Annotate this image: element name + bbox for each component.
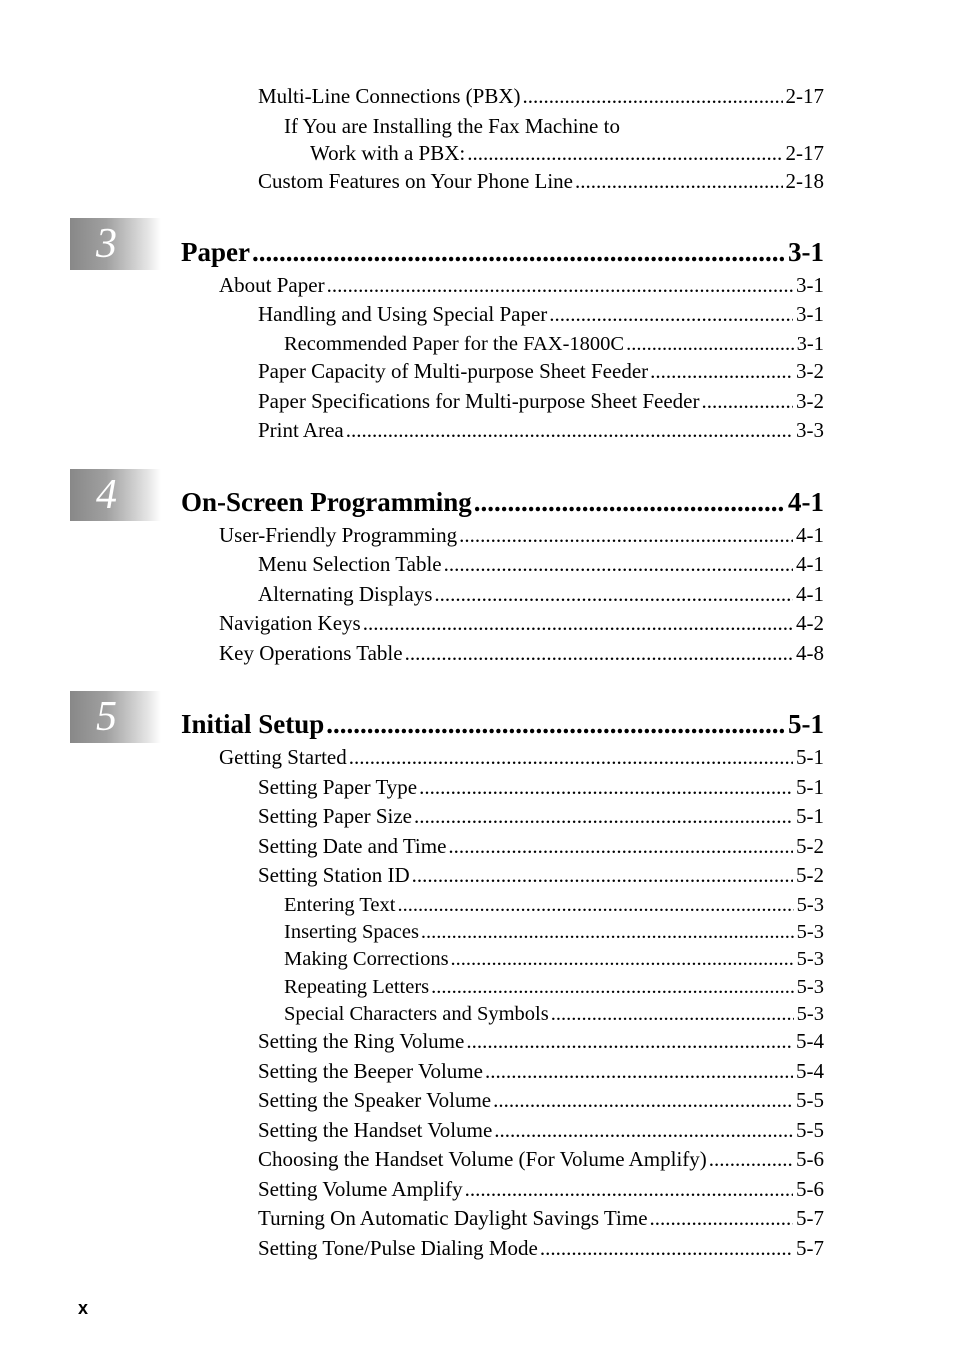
chapter-title: Paper: [181, 237, 250, 267]
toc-entry-page: 2-18: [785, 169, 824, 193]
toc-entry[interactable]: [284, 946, 824, 972]
dot-leader: [485, 1058, 793, 1084]
toc-entry-page: 4-1: [796, 523, 824, 547]
toc-entry-page: 5-3: [796, 894, 824, 916]
toc-entry-title: Paper Capacity of Multi-purpose Sheet Feeder: [258, 359, 649, 383]
chapter-title: Initial Setup: [181, 709, 325, 739]
dot-leader: [701, 388, 793, 414]
dot-leader: [397, 892, 793, 918]
toc-entry[interactable]: [284, 892, 824, 918]
toc-entry[interactable]: [310, 140, 824, 166]
toc-entry-title: Getting Started: [219, 745, 347, 769]
toc-entry-title: Entering Text: [284, 894, 396, 916]
toc-entry[interactable]: [258, 581, 824, 607]
toc-entry-title: Custom Features on Your Phone Line: [258, 169, 573, 193]
toc-entry-title: Key Operations Table: [219, 641, 403, 665]
toc-entry-title: Setting Paper Type: [258, 775, 418, 799]
toc-entry-page: 5-1: [796, 775, 824, 799]
toc-entry-page: 4-8: [796, 641, 824, 665]
toc-entry[interactable]: [258, 83, 824, 109]
toc-entry-title: About Paper: [219, 273, 325, 297]
toc-entry[interactable]: [258, 551, 824, 577]
dot-leader: [466, 1028, 793, 1054]
toc-entry-page: 5-4: [796, 1029, 824, 1053]
toc-entry[interactable]: [284, 974, 824, 1000]
toc-entry-page: 5-1: [796, 804, 824, 828]
dot-leader: [494, 1117, 793, 1143]
chapter-tab-3: [70, 218, 161, 270]
toc-entry-page: 5-7: [796, 1236, 824, 1260]
dot-leader: [434, 581, 793, 607]
toc-entry[interactable]: [258, 417, 824, 443]
dot-leader: [467, 140, 782, 166]
toc-entry-title: Repeating Letters: [284, 976, 430, 998]
toc-entry[interactable]: [258, 1058, 824, 1084]
toc-entry-title: Special Characters and Symbols: [284, 1003, 549, 1025]
toc-entry-page: 5-3: [796, 948, 824, 970]
dot-leader: [474, 486, 784, 518]
toc-entry-title: Recommended Paper for the FAX-1800C: [284, 333, 625, 355]
toc-entry-page: 4-1: [796, 552, 824, 576]
dot-leader: [412, 862, 793, 888]
dot-leader: [465, 1176, 793, 1202]
dot-leader: [522, 83, 782, 109]
chapter-tab-5: [70, 691, 161, 743]
toc-entry-title: User-Friendly Programming: [219, 523, 458, 547]
dot-leader: [405, 640, 793, 666]
chapter-tab-4: [70, 469, 161, 521]
toc-entry-page: 3-1: [796, 273, 824, 297]
toc-entry-title: Menu Selection Table: [258, 552, 442, 576]
toc-entry-page: 5-7: [796, 1206, 824, 1230]
toc-entry[interactable]: [258, 358, 824, 384]
dot-leader: [451, 946, 794, 972]
chapter-heading-paper[interactable]: [181, 236, 824, 268]
dot-leader: [419, 774, 793, 800]
toc-entry-page: 3-2: [796, 389, 824, 413]
toc-entry-title: Making Corrections: [284, 948, 449, 970]
toc-entry-page: 5-3: [796, 921, 824, 943]
toc-entry-title: Navigation Keys: [219, 611, 361, 635]
toc-entry[interactable]: [258, 833, 824, 859]
dot-leader: [540, 1235, 793, 1261]
dot-leader: [551, 1001, 794, 1027]
toc-entry-title: Setting Volume Amplify: [258, 1177, 463, 1201]
toc-entry-title: Setting Date and Time: [258, 834, 447, 858]
dot-leader: [346, 417, 793, 443]
toc-entry-page: 5-5: [796, 1088, 824, 1112]
toc-entry-page: 5-6: [796, 1177, 824, 1201]
toc-entry[interactable]: [258, 862, 824, 888]
toc-entry[interactable]: [258, 803, 824, 829]
dot-leader: [431, 974, 794, 1000]
toc-entry[interactable]: [258, 1146, 824, 1172]
toc-entry[interactable]: [258, 301, 824, 327]
toc-entry[interactable]: [219, 272, 824, 298]
toc-entry-title: Setting the Speaker Volume: [258, 1088, 492, 1112]
dot-leader: [650, 1205, 793, 1231]
dot-leader: [421, 919, 794, 945]
dot-leader: [459, 522, 793, 548]
toc-entry[interactable]: [284, 919, 824, 945]
toc-entry-title: Inserting Spaces: [284, 921, 419, 943]
toc-entry[interactable]: [219, 522, 824, 548]
toc-entry-title: Setting the Beeper Volume: [258, 1059, 483, 1083]
toc-entry[interactable]: [219, 744, 824, 770]
toc-entry-page: 5-2: [796, 834, 824, 858]
toc-entry-title: Setting Paper Size: [258, 804, 412, 828]
toc-entry[interactable]: [258, 388, 824, 414]
dot-leader: [349, 744, 793, 770]
dot-leader: [575, 168, 783, 194]
dot-leader: [626, 331, 794, 357]
page-number: x: [78, 1298, 89, 1318]
toc-entry-page: 5-4: [796, 1059, 824, 1083]
toc-entry-title: Turning On Automatic Daylight Savings Time: [258, 1206, 648, 1230]
toc-entry[interactable]: [258, 1176, 824, 1202]
toc-entry[interactable]: [258, 1117, 824, 1143]
dot-leader: [448, 833, 793, 859]
dot-leader: [709, 1146, 793, 1172]
chapter-page: 4-1: [788, 487, 824, 517]
toc-entry-title: Multi-Line Connections (PBX): [258, 84, 521, 108]
dot-leader: [327, 272, 793, 298]
chapter-page: 3-1: [788, 237, 824, 267]
dot-leader: [414, 803, 793, 829]
dot-leader: [363, 610, 793, 636]
toc-entry-page: 3-1: [796, 302, 824, 326]
toc-entry[interactable]: [258, 774, 824, 800]
toc-entry-page: 5-5: [796, 1118, 824, 1142]
toc-entry-page: 5-2: [796, 863, 824, 887]
toc-entry[interactable]: [219, 610, 824, 636]
toc-entry[interactable]: [258, 1087, 824, 1113]
toc-entry-page: 5-3: [796, 976, 824, 998]
toc-entry-title: Setting Station ID: [258, 863, 410, 887]
dot-leader: [444, 551, 793, 577]
toc-entry[interactable]: [258, 1028, 824, 1054]
toc-entry-page: 5-6: [796, 1147, 824, 1171]
toc-entry-page: 4-2: [796, 611, 824, 635]
toc-entry[interactable]: [258, 168, 824, 194]
toc-entry-title: Alternating Displays: [258, 582, 433, 606]
dot-leader: [252, 236, 784, 268]
toc-entry[interactable]: [219, 640, 824, 666]
toc-entry-title: Choosing the Handset Volume (For Volume Amplify): [258, 1147, 707, 1171]
chapter-title: On-Screen Programming: [181, 487, 472, 517]
toc-entry-title: Setting the Handset Volume: [258, 1118, 493, 1142]
toc-entry-page: 5-3: [796, 1003, 824, 1025]
toc-entry-page: 4-1: [796, 582, 824, 606]
chapter-number: 4: [96, 472, 117, 518]
toc-entry-title: Setting Tone/Pulse Dialing Mode: [258, 1236, 538, 1260]
toc-entry-page: 2-17: [785, 84, 824, 108]
toc-entry-page: 5-1: [796, 745, 824, 769]
toc-entry-title: Work with a PBX:: [310, 141, 466, 165]
dot-leader: [650, 358, 793, 384]
toc-entry-page: 3-2: [796, 359, 824, 383]
toc-entry[interactable]: [258, 1205, 824, 1231]
chapter-number: 5: [96, 694, 117, 740]
toc-entry[interactable]: [284, 331, 824, 357]
chapter-page: 5-1: [788, 709, 824, 739]
dot-leader: [549, 301, 793, 327]
toc-entry-title: If You are Installing the Fax Machine to: [284, 114, 620, 138]
toc-entry-page: 3-3: [796, 418, 824, 442]
toc-entry-title: Handling and Using Special Paper: [258, 302, 548, 326]
toc-entry-title: Setting the Ring Volume: [258, 1029, 465, 1053]
toc-entry[interactable]: [258, 1235, 824, 1261]
toc-entry-title: Paper Specifications for Multi-purpose Sheet Feeder: [258, 389, 700, 413]
toc-entry-title: Print Area: [258, 418, 344, 442]
dot-leader: [326, 708, 784, 740]
dot-leader: [493, 1087, 793, 1113]
chapter-number: 3: [96, 221, 117, 267]
chapter-heading-initial-setup[interactable]: [181, 708, 824, 740]
toc-entry[interactable]: [284, 1001, 824, 1027]
chapter-heading-on-screen-programming[interactable]: [181, 486, 824, 518]
toc-entry-page: 2-17: [785, 141, 824, 165]
toc-entry-page: 3-1: [796, 333, 824, 355]
